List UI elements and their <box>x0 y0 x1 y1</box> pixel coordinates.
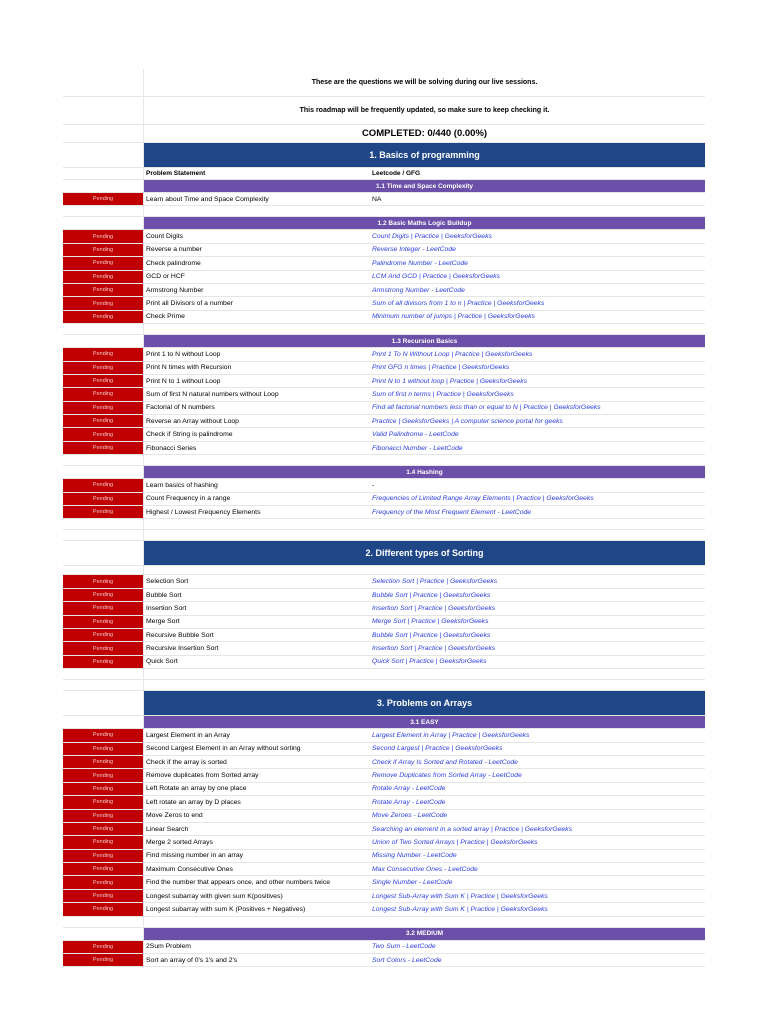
problem-link[interactable]: Fibonacci Number - LeetCode <box>370 445 705 452</box>
problem-name: Learn about Time and Space Complexity <box>146 195 269 203</box>
sheet-content <box>63 143 705 967</box>
problem-row <box>63 954 705 967</box>
blank-row <box>63 669 705 680</box>
status-badge[interactable]: Pending <box>63 642 144 654</box>
problem-link[interactable]: Valid Palindrome - LeetCode <box>370 431 705 438</box>
problem-name: Insertion Sort <box>146 604 187 612</box>
problem-link[interactable]: Find all factorial numbers less than or equal to N | Practice | GeeksforGeeks <box>370 404 705 411</box>
status-badge[interactable]: Pending <box>63 941 144 953</box>
subsection-header <box>63 335 705 348</box>
problem-row <box>63 616 705 629</box>
problem-row <box>63 769 705 782</box>
completed-row <box>63 125 705 143</box>
problem-row <box>63 810 705 823</box>
problem-row <box>63 890 705 903</box>
problem-row <box>63 493 705 506</box>
problem-link[interactable]: Reverse Integer - LeetCode <box>370 246 705 253</box>
problem-name: Find missing number in an array <box>146 852 244 860</box>
status-badge[interactable]: Pending <box>63 629 144 641</box>
problem-name: Left rotate an array by D places <box>146 798 241 806</box>
problem-link[interactable]: Sum of all divisors from 1 to n | Practice | GeeksforGeeks <box>370 300 705 307</box>
problem-row <box>63 402 705 415</box>
problem-link[interactable]: Check if Array Is Sorted and Rotated - LeetCode <box>370 759 705 766</box>
problem-link[interactable]: Rotate Array - LeetCode <box>370 785 705 792</box>
problem-row <box>63 903 705 916</box>
problem-row <box>63 783 705 796</box>
problem-link[interactable]: Two Sum - LeetCode <box>370 943 705 950</box>
problem-row <box>63 479 705 492</box>
problem-link[interactable]: Frequency of the Most Frequent Element - LeetCode <box>370 509 705 516</box>
subsection-header-title: 1.4 Hashing <box>144 466 705 478</box>
problem-link[interactable]: Practice | GeeksforGeeks | A computer science portal for geeks <box>370 418 705 425</box>
status-badge[interactable]: Pending <box>63 729 144 741</box>
info-text-1: These are the questions we will be solving during our live sessions. <box>311 79 538 86</box>
problem-name: Check palindrome <box>146 259 201 267</box>
status-badge[interactable]: Pending <box>63 769 144 781</box>
problem-name: Print 1 to N without Loop <box>146 350 221 358</box>
problem-link[interactable]: Move Zeroes - LeetCode <box>370 812 705 819</box>
problem-name: GCD or HCF <box>146 273 185 281</box>
problem-name: Selection Sort <box>146 578 189 586</box>
status-badge[interactable]: Pending <box>63 836 144 848</box>
problem-name: Fibonacci Series <box>146 444 197 452</box>
subsection-header-title: 1.1 Time and Space Complexity <box>144 180 705 192</box>
problem-name: Quick Sort <box>146 658 178 666</box>
problem-link-text: NA <box>370 196 705 203</box>
problem-row <box>63 941 705 954</box>
status-badge[interactable]: Pending <box>63 810 144 822</box>
problem-name: Remove duplicates from Sorted array <box>146 772 259 780</box>
problem-link[interactable]: Rotate Array - LeetCode <box>370 799 705 806</box>
problem-row <box>63 796 705 809</box>
problem-name: Move Zeros to end <box>146 812 203 820</box>
problem-link[interactable]: Second Largest | Practice | GeeksforGeeks <box>370 745 705 752</box>
problem-name: Sort an array of 0's 1's and 2's <box>146 956 238 964</box>
problem-row <box>63 729 705 742</box>
subsection-header-title: 3.1 EASY <box>144 716 705 728</box>
subsection-header <box>63 928 705 941</box>
status-badge[interactable]: Pending <box>63 415 144 427</box>
problem-link[interactable]: Sum of first n terms | Practice | GeeksforGeeks <box>370 391 705 398</box>
problem-link[interactable]: Palindrome Number - LeetCode <box>370 260 705 267</box>
problem-link[interactable]: Selection Sort | Practice | GeeksforGeeks <box>370 578 705 585</box>
problem-name: Factorial of N numbers <box>146 404 215 412</box>
problem-row <box>63 311 705 324</box>
problem-row <box>63 506 705 519</box>
problem-name: Maximum Consecutive Ones <box>146 865 233 873</box>
status-badge[interactable]: Pending <box>63 589 144 601</box>
problem-link[interactable]: Sort Colors - LeetCode <box>370 957 705 964</box>
problem-link[interactable]: Missing Number - LeetCode <box>370 852 705 859</box>
status-badge[interactable]: Pending <box>63 362 144 374</box>
problem-name: Bubble Sort <box>146 591 182 599</box>
problem-name: Largest Element in an Array <box>146 731 230 739</box>
problem-link[interactable]: Remove Duplicates from Sorted Array - LeetCode <box>370 772 705 779</box>
problem-name: Longest subarray with sum K (Positives + Negatives) <box>146 905 306 913</box>
problem-name: Linear Search <box>146 825 189 833</box>
status-badge[interactable]: Pending <box>63 850 144 862</box>
problem-link[interactable]: Print N to 1 without loop | Practice | GeeksforGeeks <box>370 378 705 385</box>
status-badge[interactable]: Pending <box>63 297 144 309</box>
problem-name: Recursive Insertion Sort <box>146 645 219 653</box>
problem-name: Print N times with Recursion <box>146 364 232 372</box>
problem-row <box>63 284 705 297</box>
problem-link-text: - <box>370 482 705 489</box>
problem-name: Armstrong Number <box>146 286 204 294</box>
section-header <box>63 143 705 168</box>
problem-row <box>63 863 705 876</box>
status-badge[interactable]: Pending <box>63 575 144 587</box>
problem-link[interactable]: Bubble Sort | Practice | GeeksforGeeks <box>370 592 705 599</box>
status-badge[interactable]: Pending <box>63 876 144 888</box>
section-header <box>63 691 705 716</box>
problem-name: Print N to 1 without Loop <box>146 377 221 385</box>
problem-link[interactable]: Longest Sub-Array with Sum K | Practice | GeeksforGeeks <box>370 906 705 913</box>
subsection-header <box>63 466 705 479</box>
col-link-header: Leetcode / GFG <box>372 170 421 177</box>
status-badge[interactable]: Pending <box>63 244 144 256</box>
problem-name: Recursive Bubble Sort <box>146 631 214 639</box>
problem-link[interactable]: Searching an element in a sorted array | Practice | GeeksforGeeks <box>370 826 705 833</box>
problem-link[interactable]: Count Digits | Practice | GeeksforGeeks <box>370 233 705 240</box>
status-badge[interactable]: Pending <box>63 616 144 628</box>
status-badge[interactable]: Pending <box>63 890 144 902</box>
problem-row <box>63 602 705 615</box>
subsection-header-title: 1.2 Basic Maths Logic Buildup <box>144 217 705 229</box>
subsection-header <box>63 180 705 193</box>
status-badge[interactable]: Pending <box>63 348 144 360</box>
problem-name: Learn basics of hashing <box>146 481 218 489</box>
problem-row <box>63 656 705 669</box>
problem-row <box>63 428 705 441</box>
problem-name: Check Prime <box>146 313 185 321</box>
status-badge[interactable]: Pending <box>63 954 144 966</box>
problem-name: Second Largest Element in an Array without sorting <box>146 745 301 753</box>
status-badge[interactable]: Pending <box>63 783 144 795</box>
problem-name: Count Digits <box>146 233 184 241</box>
problem-link[interactable]: Insertion Sort | Practice | GeeksforGeeks <box>370 605 705 612</box>
problem-name: Count Frequency in a range <box>146 495 231 503</box>
status-badge[interactable]: Pending <box>63 284 144 296</box>
problem-row <box>63 271 705 284</box>
problem-link[interactable]: Longest Sub-Array with Sum K | Practice | GeeksforGeeks <box>370 893 705 900</box>
column-header-row <box>63 168 705 180</box>
status-badge[interactable]: Pending <box>63 402 144 414</box>
problem-link[interactable]: Print GFG n times | Practice | GeeksforGeeks <box>370 364 705 371</box>
info-text-2: This roadmap will be frequently updated, so make sure to keep checking it. <box>299 107 550 114</box>
section-header <box>63 541 705 566</box>
status-badge[interactable]: Pending <box>63 506 144 518</box>
problem-link[interactable]: Frequencies of Limited Range Array Elements | Practice | GeeksforGeeks <box>370 495 705 502</box>
info-row-1 <box>63 69 705 97</box>
problem-name: Merge 2 sorted Arrays <box>146 838 213 846</box>
problem-row <box>63 230 705 243</box>
problem-name: Print all Divisors of a number <box>146 300 233 308</box>
problem-name: Find the number that appears once, and other numbers twice <box>146 879 331 887</box>
blank-row <box>63 324 705 335</box>
problem-name: Sum of first N natural numbers without Loop <box>146 390 279 398</box>
problem-link[interactable]: Insertion Sort | Practice | GeeksforGeeks <box>370 645 705 652</box>
problem-row <box>63 629 705 642</box>
status-badge[interactable]: Pending <box>63 428 144 440</box>
problem-link[interactable]: LCM And GCD | Practice | GeeksforGeeks <box>370 273 705 280</box>
status-badge[interactable]: Pending <box>63 230 144 242</box>
problem-name: Check if the array is sorted <box>146 758 227 766</box>
roadmap-sheet <box>63 69 705 967</box>
status-badge[interactable]: Pending <box>63 375 144 387</box>
section-header-title: 1. Basics of programming <box>144 143 705 167</box>
subsection-header-title: 3.2 MEDIUM <box>144 928 705 940</box>
problem-link[interactable]: Max Consecutive Ones - LeetCode <box>370 866 705 873</box>
problem-row <box>63 850 705 863</box>
status-badge[interactable]: Pending <box>63 823 144 835</box>
blank-row <box>63 519 705 530</box>
problem-row <box>63 193 705 206</box>
status-badge[interactable]: Pending <box>63 656 144 668</box>
problem-row <box>63 756 705 769</box>
status-badge[interactable]: Pending <box>63 863 144 875</box>
problem-name: Longest subarray with given sum K(positives) <box>146 892 283 900</box>
problem-row <box>63 362 705 375</box>
blank-row <box>63 530 705 541</box>
subsection-header <box>63 217 705 230</box>
subsection-header <box>63 716 705 729</box>
problem-row <box>63 297 705 310</box>
problem-link[interactable]: Largest Element in Array | Practice | GeeksforGeeks <box>370 732 705 739</box>
status-badge[interactable]: Pending <box>63 257 144 269</box>
status-badge[interactable]: Pending <box>63 903 144 915</box>
problem-link[interactable]: Merge Sort | Practice | GeeksforGeeks <box>370 618 705 625</box>
problem-name: Reverse an Array without Loop <box>146 417 239 425</box>
problem-link[interactable]: Quick Sort | Practice | GeeksforGeeks <box>370 658 705 665</box>
problem-row <box>63 415 705 428</box>
status-badge[interactable]: Pending <box>63 193 144 205</box>
problem-link[interactable]: Armstrong Number - LeetCode <box>370 287 705 294</box>
problem-name: Merge Sort <box>146 618 180 626</box>
problem-name: Left Rotate an array by one place <box>146 785 247 793</box>
problem-row <box>63 257 705 270</box>
problem-name: Reverse a number <box>146 246 202 254</box>
problem-row <box>63 743 705 756</box>
problem-link[interactable]: Print 1 To N Without Loop | Practice | GeeksforGeeks <box>370 351 705 358</box>
blank-row <box>63 680 705 691</box>
problem-name: 2Sum Problem <box>146 943 191 951</box>
info-row-2 <box>63 97 705 125</box>
problem-row <box>63 823 705 836</box>
status-badge[interactable]: Pending <box>63 271 144 283</box>
section-header-title: 3. Problems on Arrays <box>144 691 705 715</box>
completed-counter: COMPLETED: 0/440 (0.00%) <box>361 128 488 139</box>
status-badge[interactable]: Pending <box>63 796 144 808</box>
status-badge[interactable]: Pending <box>63 388 144 400</box>
problem-row <box>63 876 705 889</box>
status-badge[interactable]: Pending <box>63 602 144 614</box>
problem-row <box>63 375 705 388</box>
problem-link[interactable]: Union of Two Sorted Arrays | Practice | GeeksforGeeks <box>370 839 705 846</box>
problem-link[interactable]: Minimum number of jumps | Practice | GeeksforGeeks <box>370 313 705 320</box>
problem-row <box>63 388 705 401</box>
problem-row <box>63 836 705 849</box>
problem-name: Check if String is palindrome <box>146 431 233 439</box>
blank-row <box>63 206 705 217</box>
blank-row <box>63 917 705 928</box>
status-badge[interactable]: Pending <box>63 442 144 454</box>
problem-link[interactable]: Single Number - LeetCode <box>370 879 705 886</box>
problem-row <box>63 244 705 257</box>
status-badge[interactable]: Pending <box>63 493 144 505</box>
problem-row <box>63 348 705 361</box>
problem-link[interactable]: Bubble Sort | Practice | GeeksforGeeks <box>370 632 705 639</box>
col-problem-header: Problem Statement <box>146 170 206 177</box>
status-badge[interactable]: Pending <box>63 479 144 491</box>
section-header-title: 2. Different types of Sorting <box>144 541 705 565</box>
problem-row <box>63 589 705 602</box>
blank-row <box>63 566 705 575</box>
subsection-header-title: 1.3 Recursion Basics <box>144 335 705 347</box>
problem-row <box>63 642 705 655</box>
status-badge[interactable]: Pending <box>63 311 144 323</box>
status-badge[interactable]: Pending <box>63 756 144 768</box>
problem-row <box>63 575 705 588</box>
blank-row <box>63 455 705 466</box>
status-badge[interactable]: Pending <box>63 743 144 755</box>
problem-name: Highest / Lowest Frequency Elements <box>146 508 261 516</box>
problem-row <box>63 442 705 455</box>
